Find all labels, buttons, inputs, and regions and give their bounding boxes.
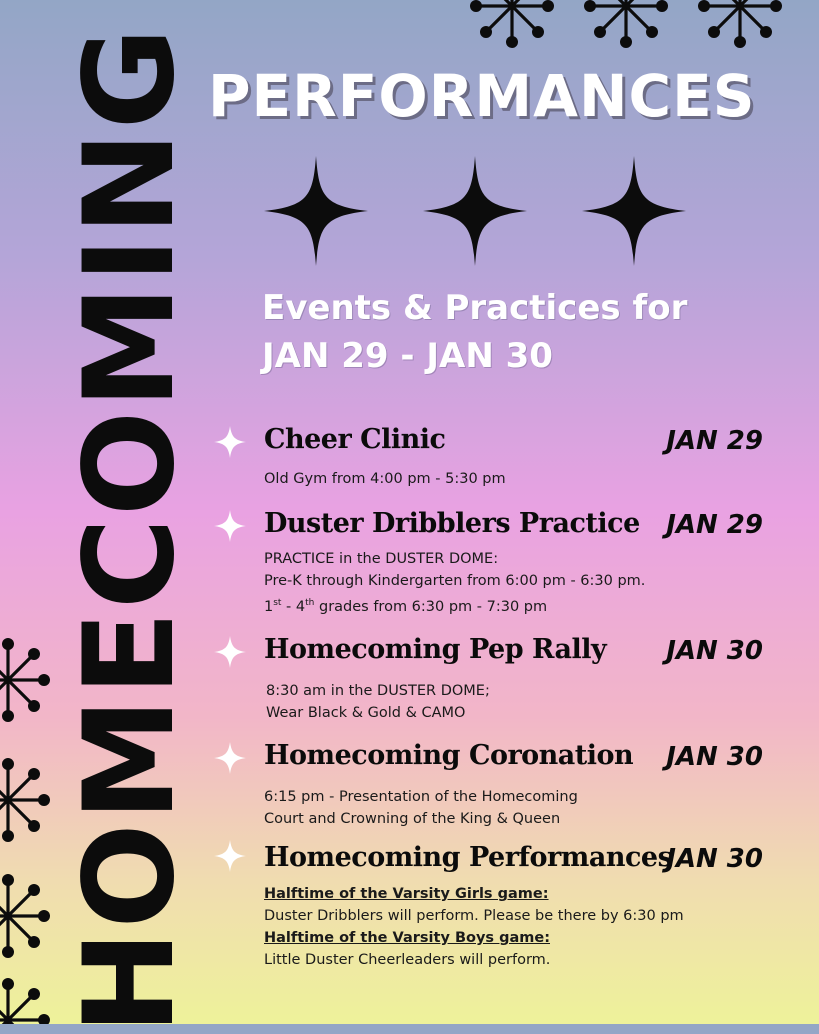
star-icon: [582, 156, 686, 266]
event-details: [264, 883, 684, 971]
event-detail-line: Old Gym from 4:00 pm - 5:30 pm: [264, 471, 506, 487]
event-date: JAN 30: [666, 844, 763, 874]
event-homecoming-performances: [0, 842, 819, 982]
event-subheading: Halftime of the Varsity Boys game:: [264, 930, 550, 946]
event-pep-rally: [0, 634, 819, 724]
event-detail-line: Court and Crowning of the King & Queen: [264, 811, 561, 827]
grade-end: - 4: [281, 598, 306, 615]
subtitle-line-1: Events & Practices for: [262, 288, 688, 328]
event-title: Homecoming Coronation: [264, 740, 634, 771]
event-detail-line: Little Duster Cheerleaders will perform.: [264, 952, 551, 968]
event-detail-line: Pre-K through Kindergarten from 6:00 pm - 6:30 pm.: [264, 573, 646, 589]
event-title: Homecoming Performances: [264, 842, 673, 873]
grade-time: grades from 6:30 pm - 7:30 pm: [314, 598, 548, 615]
event-cheer-clinic: [0, 424, 819, 494]
event-details: [264, 468, 506, 490]
grade-start-suffix: st: [273, 598, 282, 608]
sparkle-icon: [214, 840, 246, 872]
sparkle-icon: [214, 742, 246, 774]
homecoming-vertical-text: HOMECOMING: [58, 25, 202, 1034]
event-detail-line: 6:15 pm - Presentation of the Homecoming: [264, 789, 578, 805]
star-icon: [264, 156, 368, 266]
top-burst-decoration: [450, 0, 819, 60]
event-title: Homecoming Pep Rally: [264, 634, 607, 665]
sparkle-icon: [214, 636, 246, 668]
event-duster-dribblers-practice: [0, 508, 819, 618]
subtitle: [262, 284, 687, 380]
grade-start: 1: [264, 598, 274, 615]
event-detail-line: Wear Black & Gold & CAMO: [266, 705, 466, 721]
event-date: JAN 30: [666, 742, 763, 772]
event-detail-line-grades: [264, 592, 645, 618]
event-detail-line: Duster Dribblers will perform. Please be there by 6:30 pm: [264, 908, 684, 924]
three-stars-decoration: [262, 156, 702, 266]
event-date: JAN 30: [666, 636, 763, 666]
event-title: Duster Dribblers Practice: [264, 508, 640, 539]
event-detail-line: 8:30 am in the DUSTER DOME;: [266, 683, 490, 699]
event-detail-line: PRACTICE in the DUSTER DOME:: [264, 551, 499, 567]
subtitle-line-2: JAN 29 - JAN 30: [262, 336, 553, 376]
event-date: JAN 29: [666, 510, 763, 540]
event-title: Cheer Clinic: [264, 424, 446, 455]
event-subheading: Halftime of the Varsity Girls game:: [264, 886, 549, 902]
performances-title: PERFORMANCES: [208, 62, 756, 130]
sparkle-icon: [214, 510, 246, 542]
event-details: [264, 786, 578, 830]
event-details: [266, 680, 490, 724]
sparkle-icon: [214, 426, 246, 458]
grade-end-suffix: th: [305, 598, 315, 608]
event-details: [264, 548, 645, 618]
event-coronation: [0, 740, 819, 830]
event-date: JAN 29: [666, 426, 763, 456]
star-icon: [423, 156, 527, 266]
